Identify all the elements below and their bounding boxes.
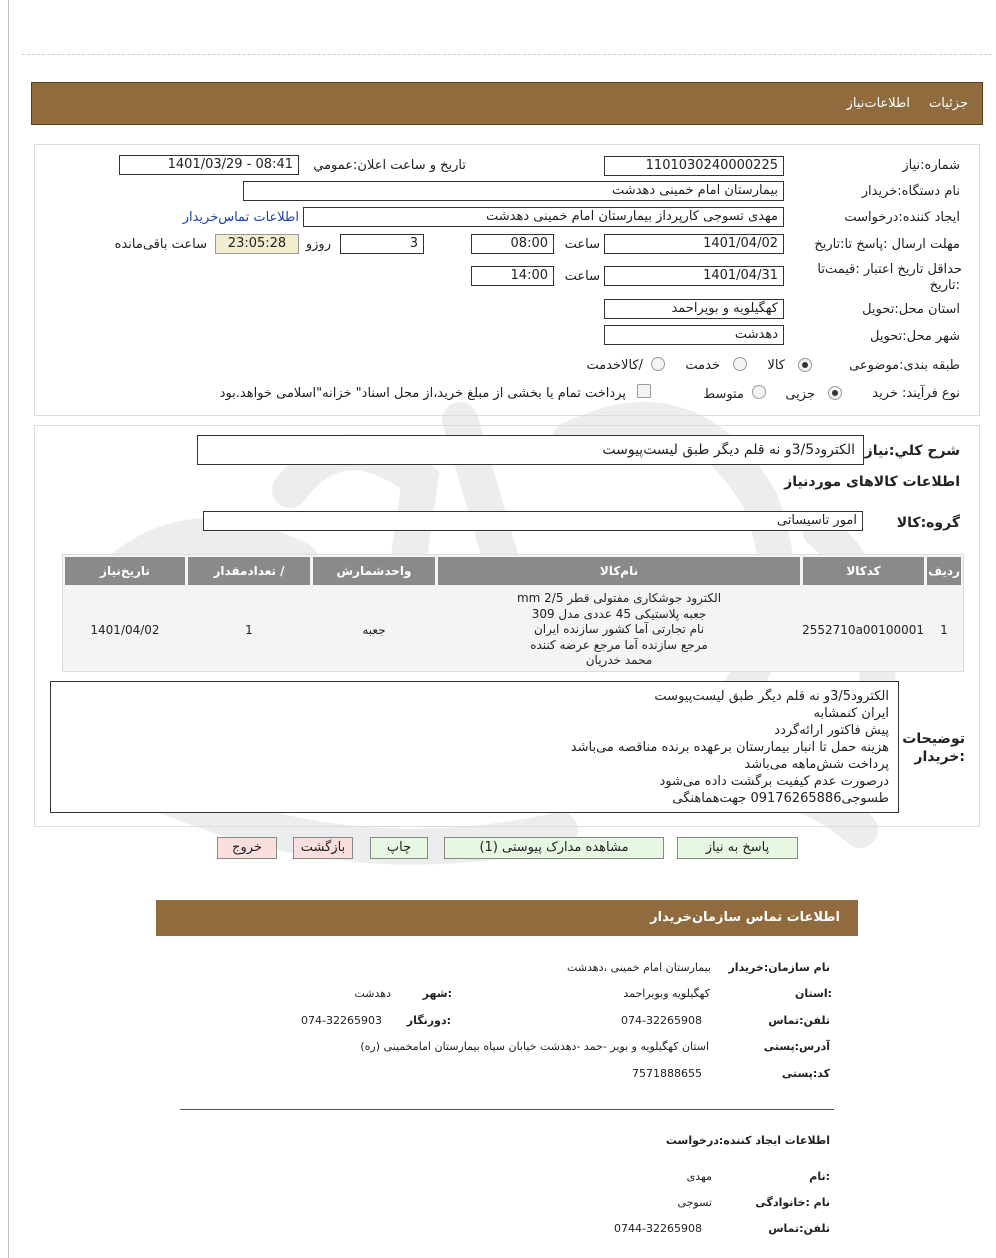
need-number-label: شماره:نیاز xyxy=(902,158,960,173)
cell-need-date: 1401/04/02 xyxy=(90,623,160,637)
creator-label: ایجاد کننده:درخواست xyxy=(844,210,960,225)
days-field: 3 xyxy=(340,234,424,254)
validity-label-2: :تاریخ xyxy=(929,278,960,293)
address-label: آدرس:پستی xyxy=(763,1040,830,1053)
buyer-notes-label-2: :خریدار xyxy=(914,749,965,765)
tab-details[interactable]: جزئیات xyxy=(929,96,968,111)
cell-quantity: 1 xyxy=(245,623,253,637)
validity-date-field: 1401/04/31 xyxy=(604,266,784,286)
goods-info-title: اطلاعات کالاهای موردنیاز xyxy=(784,474,960,490)
buyer-org-label: نام دستگاه:خریدار xyxy=(861,184,960,199)
note-line: الکترود3/5و نه قلم دیگر طبق لیست‌پیوست xyxy=(654,689,889,704)
note-line: طسوجی09176265886 جهت‌هماهنگی xyxy=(672,791,889,806)
category-goods-service-label: /کالاخدمت xyxy=(586,358,643,373)
summary-field: الکترود3/5و نه قلم دیگر طبق لیست‌پیوست xyxy=(197,435,864,465)
item-name-line: نام تجارتی آما کشور سازنده ایران xyxy=(533,622,705,637)
col-quantity: / تعدادمقدار xyxy=(188,557,310,585)
org-name-label: نام سازمان:خریدار xyxy=(728,961,830,974)
reply-button[interactable]: پاسخ به نیاز xyxy=(677,837,798,859)
buyer-notes-label-1: توضیحات xyxy=(902,731,965,747)
validity-label-1: حداقل تاریخ اعتبار :قیمت‌تا xyxy=(817,262,962,277)
creator-family-label: نام :خانوادگی xyxy=(755,1196,830,1209)
treasury-payment-note: پرداخت تمام یا بخشی از مبلغ خرید،از محل اسناد" خزانه"اسلامی خواهد.بود xyxy=(219,386,626,401)
city-label: شهر محل:تحویل xyxy=(870,329,960,344)
phone-label: تلفن:تماس xyxy=(768,1014,830,1027)
province-field: کهگیلویه و بویراحمد xyxy=(604,299,784,319)
validity-time-label: ساعت xyxy=(564,269,600,284)
note-line: هزینه حمل تا انبار بیمارستان برعهده برنده مناقصه می‌باشد xyxy=(570,740,889,755)
note-line: پرداخت شش‌ماهه می‌باشد xyxy=(744,757,889,772)
days-label: روزو xyxy=(305,237,331,252)
org-name-value: بیمارستان امام خمینی ،دهدشت xyxy=(567,961,711,974)
creator-phone-value: 0744-32265908 xyxy=(614,1222,702,1235)
cell-row-index: 1 xyxy=(940,623,948,637)
postal-code-label: کد:پستی xyxy=(781,1067,830,1080)
buyer-contact-link[interactable]: اطلاعات تماس‌خریدار xyxy=(182,210,299,225)
process-minor-radio[interactable] xyxy=(828,386,842,400)
note-line: پیش فاکتور ارائه‌گردد xyxy=(774,723,889,738)
left-border xyxy=(8,0,9,1258)
remaining-time-field: 23:05:28 xyxy=(215,234,299,254)
item-name-line: جعبه پلاستیکی 45 عددی مدل 309 xyxy=(531,606,707,621)
fax-label: :دورنگار xyxy=(406,1014,451,1027)
category-goods-service-radio[interactable] xyxy=(651,357,665,371)
category-label: طبقه بندی:موضوعی xyxy=(849,358,960,373)
process-medium-radio[interactable] xyxy=(752,385,766,399)
cell-item-name xyxy=(438,591,800,669)
category-goods-radio[interactable] xyxy=(798,358,812,372)
back-button[interactable]: بازگشت xyxy=(293,837,353,859)
buyer-contact-header xyxy=(156,900,858,936)
city-field: دهدشت xyxy=(604,325,784,345)
col-item-code: کدکالا xyxy=(803,557,924,585)
category-service-radio[interactable] xyxy=(733,357,747,371)
phone-value: 074-32265908 xyxy=(621,1014,702,1027)
deadline-time-field: 08:00 xyxy=(471,234,554,254)
remaining-time-label: ساعت باقی‌مانده xyxy=(114,237,207,252)
creator-field: مهدی تسوجی کارپرداز بیمارستان امام خمینی دهدشت xyxy=(303,207,784,227)
header-bar xyxy=(31,82,983,125)
note-line: درصورت عدم کیفیت برگشت داده می‌شود xyxy=(659,774,889,789)
process-medium-label: متوسط xyxy=(703,387,744,402)
item-name-line: مرجع سازنده آما مرجع عرضه کننده xyxy=(530,637,708,652)
col-item-name: نام‌کالا xyxy=(438,557,800,585)
province-label: استان محل:تحویل xyxy=(862,302,960,317)
col-need-date: تاریخ‌نیاز xyxy=(65,557,185,585)
address-value: استان کهگیلویه و بویر -حمد -دهدشت خیابان سپاه بیمارستان امامخمینی (ره) xyxy=(360,1040,709,1053)
city-contact-value: دهدشت xyxy=(354,987,391,1000)
tab-need-info[interactable]: اطلاعات‌نیاز xyxy=(846,96,910,111)
item-name-line: الکترود جوشکاری مفتولی قطر 2/5 mm xyxy=(516,591,722,605)
province-contact-label: :استان xyxy=(795,987,832,1000)
buyer-contact-title: اطلاعات تماس سازمان‌خریدار xyxy=(650,910,840,925)
deadline-label: مهلت ارسال :پاسخ تا:تاریخ xyxy=(814,237,960,252)
buyer-org-field: بیمارستان امام خمینی دهدشت xyxy=(243,181,784,201)
treasury-payment-checkbox[interactable] xyxy=(637,384,651,398)
category-goods-label: کالا xyxy=(767,358,785,373)
deadline-time-label: ساعت xyxy=(564,237,600,252)
col-unit: واحدشمارش xyxy=(313,557,435,585)
announce-label: تاریخ و ساعت اعلان:عمومي xyxy=(313,158,466,173)
note-line: ایران کنمشابه xyxy=(813,706,889,721)
fax-value: 074-32265903 xyxy=(301,1014,382,1027)
goods-group-field: امور تاسیساتی xyxy=(203,511,863,531)
contact-divider xyxy=(180,1109,834,1110)
postal-code-value: 7571888655 xyxy=(632,1067,702,1080)
city-contact-label: :شهر xyxy=(422,987,452,1000)
creator-family-value: تسوجی xyxy=(677,1196,712,1209)
summary-label: شرح کلي:نیاز xyxy=(864,443,960,459)
goods-group-label: گروه:کالا xyxy=(896,515,960,531)
process-type-label: نوع فرآیند: خرید xyxy=(872,386,960,401)
creator-phone-label: تلفن:تماس xyxy=(768,1222,830,1235)
item-name-line: محمد خدریان xyxy=(585,653,653,668)
deadline-date-field: 1401/04/02 xyxy=(604,234,784,254)
buyer-notes-box xyxy=(50,681,899,813)
province-contact-value: کهگیلویه وبویراحمد xyxy=(623,987,710,1000)
process-minor-label: جزیی xyxy=(785,387,815,402)
col-row-index: ردیف xyxy=(927,557,961,585)
need-number-field: 1101030240000225 xyxy=(604,156,784,176)
creator-name-value: مهدی xyxy=(686,1170,712,1183)
cell-unit: جعبه xyxy=(362,623,386,637)
cell-item-code: 2552710a00100001 xyxy=(802,623,924,637)
view-attachments-button[interactable]: مشاهده مدارک پیوستی (1) xyxy=(444,837,664,859)
validity-time-field: 14:00 xyxy=(471,266,554,286)
print-button[interactable]: چاپ xyxy=(370,837,428,859)
creator-name-label: :نام xyxy=(809,1170,830,1183)
exit-button[interactable]: خروج xyxy=(217,837,277,859)
top-divider xyxy=(22,54,992,55)
creator-info-title: اطلاعات ایجاد کننده:درخواست xyxy=(665,1134,830,1147)
category-service-label: خدمت xyxy=(685,358,720,373)
announce-field: 1401/03/29 - 08:41 xyxy=(119,155,299,175)
